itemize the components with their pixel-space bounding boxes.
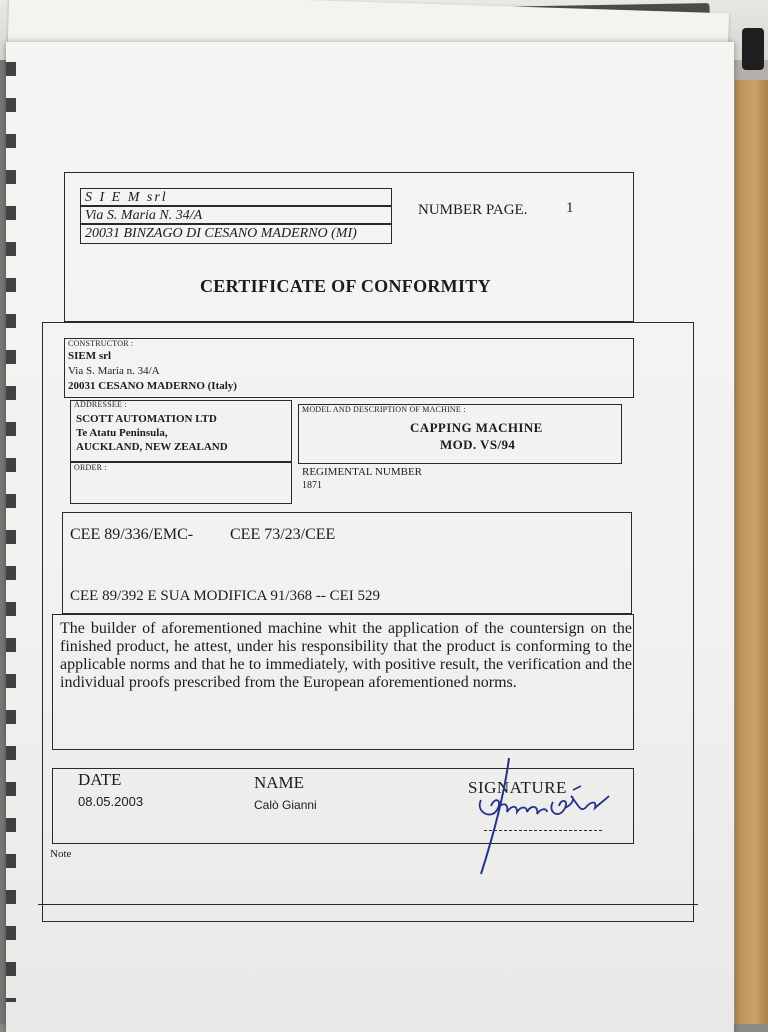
name-value: Calò Gianni bbox=[254, 798, 317, 812]
order-label: ORDER : bbox=[74, 463, 107, 472]
constructor-label: CONSTRUCTOR : bbox=[68, 339, 134, 348]
addressee-line-3: AUCKLAND, NEW ZEALAND bbox=[76, 441, 228, 453]
signature-label: SIGNATURE bbox=[468, 778, 567, 797]
certificate-sheet bbox=[6, 42, 734, 1032]
constructor-line-3: 20031 CESANO MADERNO (Italy) bbox=[68, 380, 237, 392]
kraft-folder-edge bbox=[735, 80, 768, 1024]
bottom-rule bbox=[38, 904, 698, 905]
declaration-text: The builder of aforementioned machine whit the application of the countersign on the finished product, he attest, under his responsibility that the product is conforming to the applicable norms and that he to immediately, with positive result, the verification and the individual proofs prescribed from the European aforementioned norms. bbox=[60, 620, 632, 691]
company-address: Via S. Maria N. 34/A bbox=[80, 206, 392, 224]
date-value: 08.05.2003 bbox=[78, 794, 144, 809]
constructor-line-1: SIEM srl bbox=[68, 350, 112, 362]
spiral-binding bbox=[6, 62, 16, 1002]
name-label: NAME bbox=[254, 773, 305, 792]
regimental-value: 1871 bbox=[302, 480, 322, 491]
number-page-label: NUMBER PAGE. bbox=[418, 202, 528, 218]
machine-model: MOD. VS/94 bbox=[440, 437, 516, 452]
norms-line-1a: CEE 89/336/EMC- bbox=[70, 526, 194, 543]
addressee-line-2: Te Atatu Peninsula, bbox=[76, 427, 168, 439]
number-page-value: 1 bbox=[566, 200, 574, 216]
certificate-title: CERTIFICATE OF CONFORMITY bbox=[200, 276, 491, 296]
regimental-label: REGIMENTAL NUMBER bbox=[302, 466, 423, 478]
constructor-line-2: Via S. Maria n. 34/A bbox=[68, 365, 160, 377]
machine-label: MODEL AND DESCRIPTION OF MACHINE : bbox=[302, 405, 466, 414]
norms-line-2: CEE 89/392 E SUA MODIFICA 91/368 -- CEI 529 bbox=[70, 588, 381, 604]
addressee-line-1: SCOTT AUTOMATION LTD bbox=[76, 413, 217, 425]
handwritten-signature bbox=[461, 750, 621, 880]
machine-name: CAPPING MACHINE bbox=[410, 420, 543, 435]
norms-line-1b: CEE 73/23/CEE bbox=[230, 526, 336, 543]
date-label: DATE bbox=[78, 770, 122, 789]
company-city: 20031 BINZAGO DI CESANO MADERNO (MI) bbox=[80, 224, 392, 244]
addressee-label: ADDRESSEE : bbox=[74, 400, 127, 409]
company-name: S I E M srl bbox=[80, 188, 392, 206]
note-label: Note bbox=[50, 848, 72, 860]
binder-clip bbox=[742, 28, 764, 70]
